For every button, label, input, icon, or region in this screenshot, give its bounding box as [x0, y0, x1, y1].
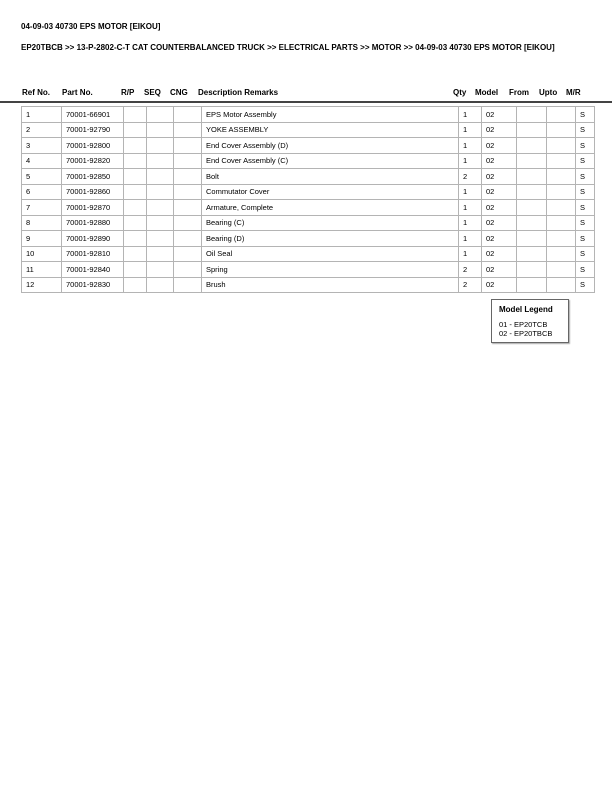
cell-model: 02: [482, 107, 517, 123]
cell-upto: [547, 200, 576, 216]
table-row: [22, 200, 595, 216]
cell-rp: [124, 153, 147, 169]
cell-qty: 1: [459, 153, 482, 169]
cell-from: [517, 184, 547, 200]
cell-ref: 12: [22, 277, 62, 293]
cell-model: 02: [482, 246, 517, 262]
cell-mr: S: [576, 153, 595, 169]
cell-desc: End Cover Assembly (D): [202, 138, 459, 154]
cell-qty: 1: [459, 231, 482, 247]
cell-from: [517, 122, 547, 138]
cell-ref: 1: [22, 107, 62, 123]
cell-model: 02: [482, 122, 517, 138]
cell-part: 70001-92870: [62, 200, 124, 216]
table-row: [22, 122, 595, 138]
cell-cng: [174, 277, 202, 293]
cell-qty: 1: [459, 138, 482, 154]
cell-part: 70001-92850: [62, 169, 124, 185]
table-row: [22, 153, 595, 169]
cell-model: 02: [482, 169, 517, 185]
cell-upto: [547, 122, 576, 138]
cell-part: 70001-92890: [62, 231, 124, 247]
cell-qty: 1: [459, 122, 482, 138]
table-row: [22, 215, 595, 231]
cell-cng: [174, 122, 202, 138]
header-upto: Upto: [539, 88, 558, 97]
cell-cng: [174, 262, 202, 278]
cell-from: [517, 138, 547, 154]
cell-rp: [124, 122, 147, 138]
cell-ref: 7: [22, 200, 62, 216]
cell-rp: [124, 107, 147, 123]
cell-rp: [124, 231, 147, 247]
cell-from: [517, 262, 547, 278]
cell-from: [517, 215, 547, 231]
table-row: [22, 246, 595, 262]
cell-seq: [147, 246, 174, 262]
cell-from: [517, 153, 547, 169]
cell-part: 70001-92830: [62, 277, 124, 293]
cell-upto: [547, 153, 576, 169]
cell-upto: [547, 215, 576, 231]
table-row: [22, 262, 595, 278]
cell-rp: [124, 215, 147, 231]
cell-part: 70001-92860: [62, 184, 124, 200]
cell-upto: [547, 262, 576, 278]
cell-qty: 1: [459, 215, 482, 231]
table-row: [22, 277, 595, 293]
cell-mr: S: [576, 277, 595, 293]
header-cng: CNG: [170, 88, 188, 97]
cell-desc: Bearing (D): [202, 231, 459, 247]
table-row: [22, 107, 595, 123]
cell-part: 70001-92880: [62, 215, 124, 231]
header-qty: Qty: [453, 88, 467, 97]
cell-mr: S: [576, 138, 595, 154]
legend-title: Model Legend: [499, 305, 553, 314]
cell-model: 02: [482, 262, 517, 278]
cell-desc: Armature, Complete: [202, 200, 459, 216]
cell-desc: Brush: [202, 277, 459, 293]
header-seq: SEQ: [144, 88, 161, 97]
header-from: From: [509, 88, 529, 97]
cell-qty: 2: [459, 169, 482, 185]
header-divider: [0, 101, 612, 103]
cell-part: 70001-92800: [62, 138, 124, 154]
cell-rp: [124, 262, 147, 278]
table-row: [22, 138, 595, 154]
cell-upto: [547, 277, 576, 293]
cell-part: 70001-92790: [62, 122, 124, 138]
cell-cng: [174, 231, 202, 247]
cell-seq: [147, 277, 174, 293]
cell-cng: [174, 153, 202, 169]
cell-rp: [124, 277, 147, 293]
cell-model: 02: [482, 184, 517, 200]
cell-ref: 9: [22, 231, 62, 247]
breadcrumb: EP20TBCB >> 13-P-2802-C-T CAT COUNTERBALANCED TRUCK >> ELECTRICAL PARTS >> MOTOR >> 04-09-03 40730 EPS MOTOR [EIKOU]: [21, 43, 555, 52]
cell-seq: [147, 231, 174, 247]
cell-from: [517, 277, 547, 293]
cell-upto: [547, 184, 576, 200]
cell-desc: Oil Seal: [202, 246, 459, 262]
cell-from: [517, 246, 547, 262]
cell-rp: [124, 246, 147, 262]
table-row: [22, 169, 595, 185]
cell-model: 02: [482, 215, 517, 231]
header-ref: Ref No.: [22, 88, 50, 97]
cell-model: 02: [482, 138, 517, 154]
cell-mr: S: [576, 200, 595, 216]
cell-cng: [174, 107, 202, 123]
cell-qty: 1: [459, 184, 482, 200]
cell-ref: 3: [22, 138, 62, 154]
cell-desc: Bearing (C): [202, 215, 459, 231]
cell-qty: 1: [459, 107, 482, 123]
model-legend: [491, 299, 569, 343]
cell-mr: S: [576, 246, 595, 262]
cell-seq: [147, 215, 174, 231]
cell-mr: S: [576, 262, 595, 278]
cell-rp: [124, 169, 147, 185]
header-rp: R/P: [121, 88, 135, 97]
cell-ref: 5: [22, 169, 62, 185]
header-part: Part No.: [62, 88, 93, 97]
cell-part: 70001-66901: [62, 107, 124, 123]
cell-upto: [547, 246, 576, 262]
header-model: Model: [475, 88, 499, 97]
cell-model: 02: [482, 200, 517, 216]
cell-mr: S: [576, 215, 595, 231]
cell-model: 02: [482, 153, 517, 169]
cell-seq: [147, 107, 174, 123]
cell-ref: 10: [22, 246, 62, 262]
cell-desc: Bolt: [202, 169, 459, 185]
legend-item: 02 - EP20TBCB: [499, 329, 553, 338]
cell-mr: S: [576, 107, 595, 123]
cell-part: 70001-92810: [62, 246, 124, 262]
cell-rp: [124, 200, 147, 216]
table-row: [22, 184, 595, 200]
cell-upto: [547, 138, 576, 154]
cell-from: [517, 169, 547, 185]
cell-upto: [547, 231, 576, 247]
cell-desc: Spring: [202, 262, 459, 278]
cell-model: 02: [482, 277, 517, 293]
cell-desc: YOKE ASSEMBLY: [202, 122, 459, 138]
cell-qty: 2: [459, 262, 482, 278]
cell-desc: Commutator Cover: [202, 184, 459, 200]
cell-from: [517, 107, 547, 123]
cell-seq: [147, 184, 174, 200]
table-row: [22, 231, 595, 247]
cell-qty: 1: [459, 200, 482, 216]
cell-desc: End Cover Assembly (C): [202, 153, 459, 169]
cell-ref: 6: [22, 184, 62, 200]
cell-ref: 2: [22, 122, 62, 138]
cell-rp: [124, 184, 147, 200]
cell-cng: [174, 215, 202, 231]
cell-seq: [147, 153, 174, 169]
cell-seq: [147, 138, 174, 154]
cell-seq: [147, 169, 174, 185]
cell-upto: [547, 107, 576, 123]
cell-mr: S: [576, 231, 595, 247]
cell-qty: 1: [459, 246, 482, 262]
cell-ref: 11: [22, 262, 62, 278]
legend-item: 01 - EP20TCB: [499, 320, 548, 329]
cell-cng: [174, 138, 202, 154]
cell-rp: [124, 138, 147, 154]
cell-upto: [547, 169, 576, 185]
header-desc: Description Remarks: [198, 88, 279, 97]
cell-cng: [174, 246, 202, 262]
cell-part: 70001-92840: [62, 262, 124, 278]
cell-ref: 8: [22, 215, 62, 231]
cell-seq: [147, 200, 174, 216]
cell-ref: 4: [22, 153, 62, 169]
cell-qty: 2: [459, 277, 482, 293]
cell-model: 02: [482, 231, 517, 247]
cell-seq: [147, 122, 174, 138]
cell-cng: [174, 184, 202, 200]
cell-seq: [147, 262, 174, 278]
cell-cng: [174, 200, 202, 216]
cell-mr: S: [576, 122, 595, 138]
document-title: 04-09-03 40730 EPS MOTOR [EIKOU]: [21, 22, 161, 31]
cell-desc: EPS Motor Assembly: [202, 107, 459, 123]
cell-mr: S: [576, 169, 595, 185]
cell-part: 70001-92820: [62, 153, 124, 169]
cell-mr: S: [576, 184, 595, 200]
cell-from: [517, 231, 547, 247]
parts-table: [21, 106, 595, 293]
header-mr: M/R: [566, 88, 581, 97]
cell-from: [517, 200, 547, 216]
cell-cng: [174, 169, 202, 185]
